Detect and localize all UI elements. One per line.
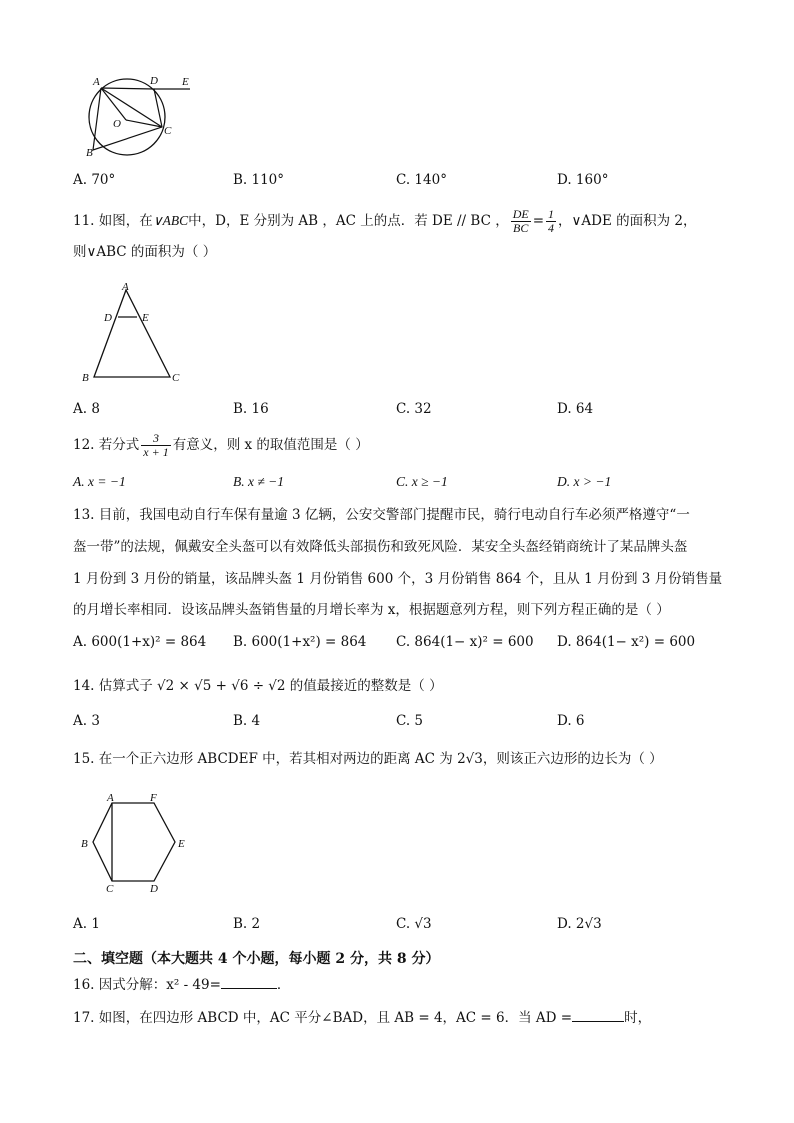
option-b: B. 2 (233, 916, 261, 932)
option-d: D. 64 (557, 401, 594, 417)
line-ao (101, 88, 126, 120)
section-2-heading: 二、填空题（本大题共 4 个小题，每小题 2 分，共 8 分） (73, 951, 440, 967)
label-c: C (172, 372, 180, 384)
label-c: C (164, 125, 172, 137)
label-a: A (122, 281, 129, 293)
label-b: B (82, 372, 89, 384)
q12-text-pre: 12. 若分式 (73, 437, 140, 453)
question-13-line3: 1 月份到 3 月份的销量，该品牌头盔 1 月份销售 600 个，3 月份销售 864 个，且从 1 月份到 3 月份销售量 (73, 571, 723, 587)
equals-sign: = (532, 213, 545, 229)
hexagon-abcdef (93, 803, 175, 881)
label-o: O (113, 118, 121, 130)
label-a: A (93, 76, 100, 88)
question-15: 15. 在一个正六边形 ABCDEF 中，若其相对两边的距离 AC 为 2√3，则该正六边形的边长为（ ） (73, 751, 663, 767)
label-d: D (104, 312, 112, 324)
option-a: A. 3 (73, 713, 100, 729)
label-f: F (150, 792, 157, 804)
label-a: A (107, 792, 114, 804)
option-a: A. 1 (73, 916, 100, 932)
question-14: 14. 估算式子 √2 × √5 + √6 ÷ √2 的值最接近的整数是（ ） (73, 678, 443, 694)
fraction-one-fourth: $\frac{1}{4}$ (548, 207, 555, 235)
fraction-3-over-x-plus-1: $\frac{3}{x + 1}$ (143, 431, 169, 459)
label-d: D (150, 75, 158, 87)
fraction-de-bc: $\frac{DE}{BC}$ (512, 207, 529, 235)
option-c: C. 5 (396, 713, 424, 729)
question-17 (73, 1008, 651, 1028)
quad-abcd (93, 88, 162, 150)
option-d: D. 864(1− x²) = 600 (557, 634, 696, 650)
label-e: E (142, 312, 149, 324)
option-a: A. 600(1+x)² = 864 (73, 634, 207, 650)
q11-text-pre: 11. 如图，在 (73, 213, 153, 229)
option-b: B. 4 (233, 713, 261, 729)
q11-triangle: ∨ABC (152, 213, 189, 228)
option-a: A. 70° (73, 172, 116, 188)
option-c: C. 864(1− x)² = 600 (396, 634, 534, 650)
option-d: D. 6 (557, 713, 585, 729)
label-b: B (86, 147, 93, 159)
question-12 (73, 432, 369, 459)
option-b: B. x ≠ −1 (233, 474, 285, 489)
q17-text-post: 时， (624, 1010, 652, 1026)
triangle-abc (94, 290, 170, 377)
option-c: C. 140° (396, 172, 447, 188)
question-11-line2: 则∨ABC 的面积为（ ） (73, 244, 217, 260)
figure-q15-hexagon (76, 792, 192, 896)
option-a: A. x = −1 (73, 474, 126, 489)
q12-text-post: 有意义，则 x 的取值范围是（ ） (172, 437, 369, 453)
figure-q10-circle (80, 72, 200, 162)
label-b: B (81, 838, 88, 850)
option-d: D. x > −1 (557, 474, 612, 489)
q16-text-pre: 16. 因式分解：x² - 49= (73, 977, 221, 993)
question-16 (73, 975, 290, 995)
option-b: B. 16 (233, 401, 269, 417)
question-11-line1 (73, 208, 697, 235)
label-c: C (106, 883, 114, 895)
figure-q11-triangle (78, 280, 188, 388)
option-c: C. 32 (396, 401, 432, 417)
option-a: A. 8 (73, 401, 100, 417)
option-d: D. 160° (557, 172, 609, 188)
label-d: D (150, 883, 158, 895)
label-e: E (178, 838, 185, 850)
option-d: D. 2√3 (557, 916, 602, 932)
question-13-line2: 盔一带”的法规，佩戴安全头盔可以有效降低头部损伤和致死风险．某安全头盔经销商统计了某品牌头盔 (73, 539, 688, 555)
q11-text-post: ，∨ADE 的面积为 2， (558, 213, 697, 229)
question-13-line4: 的月增长率相同．设该品牌头盔销售量的月增长率为 x，根据题意列方程，则下列方程正确的是（ ） (73, 602, 670, 618)
q11-text-mid: 中，D，E 分别为 AB ，AC 上的点．若 DE // BC ， (188, 213, 509, 229)
option-b: B. 600(1+x²) = 864 (233, 634, 367, 650)
label-e: E (182, 76, 189, 88)
q17-text-pre: 17. 如图，在四边形 ABCD 中，AC 平分∠BAD，且 AB = 4，AC = 6．当 AD = (73, 1010, 573, 1026)
option-c: C. x ≥ −1 (396, 474, 448, 489)
option-b: B. 110° (233, 172, 285, 188)
option-c: C. √3 (396, 916, 432, 932)
question-13-line1: 13. 目前，我国电动自行车保有量逾 3 亿辆，公安交警部门提醒市民，骑行电动自行车必须严格遵守“一 (73, 507, 690, 523)
q16-text-post: ． (276, 977, 291, 993)
answer-blank[interactable] (572, 1021, 624, 1022)
answer-blank[interactable] (221, 988, 277, 989)
